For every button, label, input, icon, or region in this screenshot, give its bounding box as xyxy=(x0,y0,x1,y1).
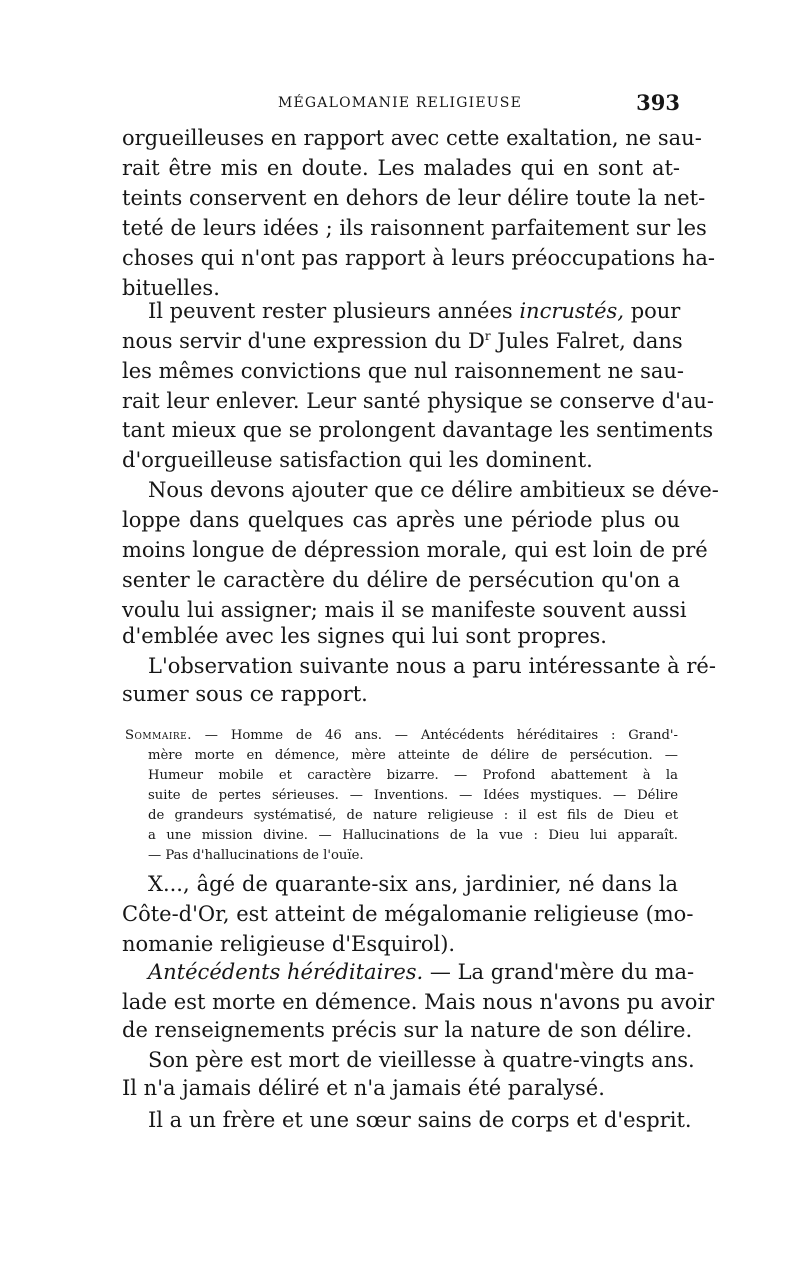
text-line: orgueilleuses en rapport avec cette exaltation, ne sau- xyxy=(122,126,702,150)
summary-line: a une mission divine. — Hallucinations de la vue : Dieu lui apparaît. xyxy=(148,828,678,843)
text-line: Antécédents héréditaires. — La grand'mère du ma- xyxy=(148,960,695,984)
text-line: X..., âgé de quarante-six ans, jardinier, né dans la xyxy=(148,872,678,896)
text-line: de renseignements précis sur la nature de son délire. xyxy=(122,1018,693,1042)
text-line: voulu lui assigner; mais il se manifeste souvent aussi xyxy=(122,598,687,622)
text-line: Il a un frère et une sœur sains de corps et d'esprit. xyxy=(148,1108,692,1132)
text-line: nomanie religieuse d'Esquirol). xyxy=(122,932,456,956)
text-line: rait être mis en doute. Les malades qui en sont at- xyxy=(122,156,680,180)
text-line: bituelles. xyxy=(122,276,220,300)
summary-line: — Pas d'hallucinations de l'ouïe. xyxy=(148,848,364,863)
text-line: Son père est mort de vieillesse à quatre-vingts ans. xyxy=(148,1048,695,1072)
text-line: lade est morte en démence. Mais nous n'avons pu avoir xyxy=(122,990,715,1014)
summary-line: suite de pertes sérieuses. — Inventions. — Idées mystiques. — Délire xyxy=(148,788,678,803)
text-line: sumer sous ce rapport. xyxy=(122,682,368,706)
text-line: teté de leurs idées ; ils raisonnent parfaitement sur les xyxy=(122,216,707,240)
text-line: Il n'a jamais déliré et n'a jamais été paralysé. xyxy=(122,1076,605,1100)
text-line: choses qui n'ont pas rapport à leurs préoccupations ha- xyxy=(122,246,716,270)
running-title: MÉGALOMANIE RELIGIEUSE xyxy=(277,95,523,111)
italic-term: incrustés, xyxy=(519,299,625,323)
text-line: Il peuvent rester plusieurs années incrustés, pour xyxy=(148,299,681,323)
text-line: les mêmes convictions que nul raisonnement ne sau- xyxy=(122,359,684,383)
text-line: senter le caractère du délire de persécution qu'on a xyxy=(122,568,680,592)
text-line: tant mieux que se prolongent davantage les sentiments xyxy=(122,418,714,442)
summary-line: Sommaire. — Homme de 46 ans. — Antécédents héréditaires : Grand'- xyxy=(125,728,678,743)
summary-line: de grandeurs systématisé, de nature religieuse : il est fils de Dieu et xyxy=(148,808,678,823)
text-line: rait leur enlever. Leur santé physique se conserve d'au- xyxy=(122,389,714,413)
superscript: r xyxy=(484,329,491,343)
text-line: teints conservent en dehors de leur délire toute la net- xyxy=(122,186,706,210)
text-line: moins longue de dépression morale, qui est loin de pré xyxy=(122,538,708,562)
text-line: loppe dans quelques cas après une période plus ou xyxy=(122,508,680,532)
text-line: Côte-d'Or, est atteint de mégalomanie religieuse (mo- xyxy=(122,902,694,926)
text-line: d'orgueilleuse satisfaction qui les dominent. xyxy=(122,448,593,472)
summary-line: mère morte en démence, mère atteinte de délire de persécution. — xyxy=(148,748,678,763)
text-line: L'observation suivante nous a paru intéressante à ré- xyxy=(148,654,716,678)
page-number: 393 xyxy=(636,90,680,115)
summary-label: Sommaire. xyxy=(125,728,192,743)
text-line: Nous devons ajouter que ce délire ambitieux se déve- xyxy=(148,478,719,502)
italic-heading: Antécédents héréditaires. xyxy=(148,960,424,984)
summary-line: Humeur mobile et caractère bizarre. — Profond abattement à la xyxy=(148,768,678,783)
text-line: d'emblée avec les signes qui lui sont propres. xyxy=(122,624,607,648)
running-head xyxy=(120,88,680,118)
text-line: nous servir d'une expression du $D^r$ Jules Falret, dans xyxy=(122,329,683,353)
